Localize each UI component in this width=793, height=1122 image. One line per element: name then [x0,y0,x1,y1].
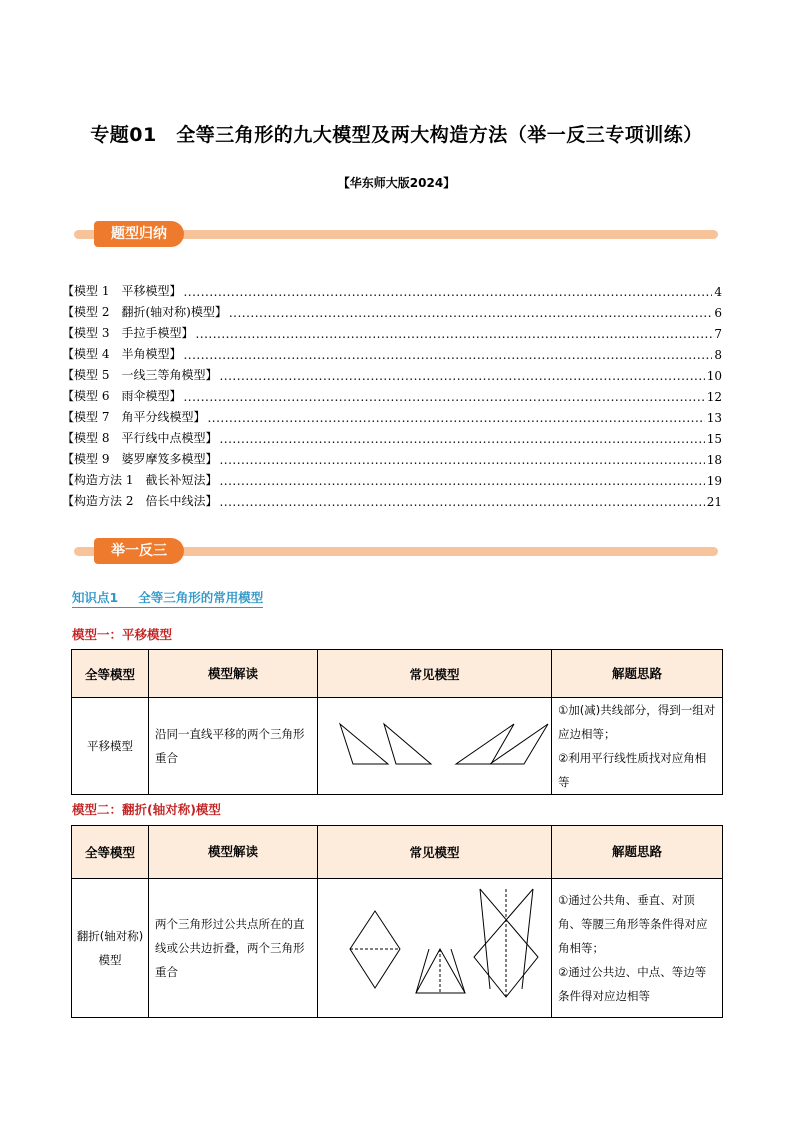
header-approach: 解题思路 [552,650,723,698]
toc-row[interactable] [62,341,722,362]
triangle [456,724,514,764]
toc-label: 【构造方法 1 截长补短法】 [62,473,218,487]
page-title: 专题01 全等三角形的九大模型及两大构造方法（举一反三专项训练） [90,124,703,146]
toc-leader [219,474,704,488]
knowledge-point-title: 全等三角形的常用模型 [138,590,264,605]
model2-table [71,825,723,1018]
toc-row[interactable] [62,362,722,383]
toc-page: 18 [706,453,722,467]
knowledge-point-number: 知识点1 [72,590,119,605]
segment [416,949,429,993]
toc-label: 【模型 5 一线三等角模型】 [62,368,218,382]
toc-label: 【模型 3 手拉手模型】 [62,326,194,340]
toc-page: 19 [706,474,722,488]
toc-page: 15 [706,432,722,446]
toc-leader [183,390,704,404]
header-reading: 模型解读 [149,650,318,698]
table-of-contents [62,278,722,509]
triangle [384,724,431,764]
toc-leader [183,348,712,362]
model2-heading: 模型二：翻折(轴对称)模型 [72,802,221,817]
header-model: 全等模型 [72,650,149,698]
toc-row[interactable] [62,299,722,320]
toc-leader [219,369,704,383]
triangle [340,724,388,764]
toc-label: 【模型 4 半角模型】 [62,347,182,361]
header-approach: 解题思路 [552,826,723,879]
toc-label: 【构造方法 2 倍长中线法】 [62,494,218,508]
model1-heading: 模型一：平移模型 [72,627,173,642]
triangle [490,724,548,764]
model-description: 沿同一直线平移的两个三角形重合 [149,698,318,795]
toc-label: 【模型 9 婆罗摩笈多模型】 [62,452,218,466]
toc-label: 【模型 7 角平分线模型】 [62,410,206,424]
edition-subtitle: 【华东师大版2024】 [337,176,456,190]
toc-row[interactable] [62,383,722,404]
header-reading: 模型解读 [149,826,318,879]
toc-page: 4 [714,285,722,299]
model-description: 两个三角形过公共点所在的直线或公共边折叠，两个三角形重合 [149,879,318,1018]
toc-page: 10 [706,369,722,383]
segment [522,889,533,989]
knowledge-point-heading [72,588,263,608]
translation-diagram [318,704,551,786]
segment [480,889,490,989]
toc-page: 7 [714,327,722,341]
model1-table [71,649,723,795]
header-model: 全等模型 [72,826,149,879]
banner-tag: 举一反三 [94,538,184,564]
reflection-diagram [318,879,551,1014]
table-row [72,879,723,1018]
approach-item: ②利用平行线性质找对应角相等 [558,751,707,789]
toc-label: 【模型 6 雨伞模型】 [62,389,182,403]
header-diagram: 常见模型 [318,650,552,698]
section-banner-summary [74,221,718,247]
toc-leader [183,285,712,299]
toc-leader [219,453,704,467]
reflection-diagram-cell [318,879,552,1018]
toc-row[interactable] [62,425,722,446]
approach-cell [552,698,723,795]
approach-item: ②通过公共边、中点、等边等条件得对应边相等 [558,965,707,1003]
toc-leader [219,432,704,446]
banner-tag: 题型归纳 [94,221,184,247]
approach-cell [552,879,723,1018]
section-banner-practice [74,538,718,564]
toc-page: 13 [706,411,722,425]
toc-leader [229,306,713,320]
toc-leader [195,327,712,341]
approach-item: ①加(减)共线部分，得到一组对应边相等； [558,703,716,741]
toc-page: 12 [706,390,722,404]
model-name: 翻折(轴对称)模型 [72,879,149,1018]
toc-label: 【模型 8 平行线中点模型】 [62,431,218,445]
toc-leader [207,411,704,425]
toc-label: 【模型 2 翻折(轴对称)模型】 [62,305,227,319]
toc-row[interactable] [62,446,722,467]
toc-row[interactable] [62,278,722,299]
toc-row[interactable] [62,404,722,425]
approach-item: ①通过公共角、垂直、对顶角、等腰三角形等条件得对应角相等； [558,893,708,955]
table-header-row [72,650,723,698]
segment [451,949,465,993]
toc-row[interactable] [62,488,722,509]
toc-label: 【模型 1 平移模型】 [62,284,182,298]
table-row [72,698,723,795]
toc-page: 6 [714,306,722,320]
table-header-row [72,826,723,879]
toc-row[interactable] [62,467,722,488]
translation-diagram-cell [318,698,552,795]
header-diagram: 常见模型 [318,826,552,879]
toc-page: 8 [714,348,722,362]
toc-leader [219,495,704,509]
model-name: 平移模型 [72,698,149,795]
toc-page: 21 [706,495,722,509]
toc-row[interactable] [62,320,722,341]
